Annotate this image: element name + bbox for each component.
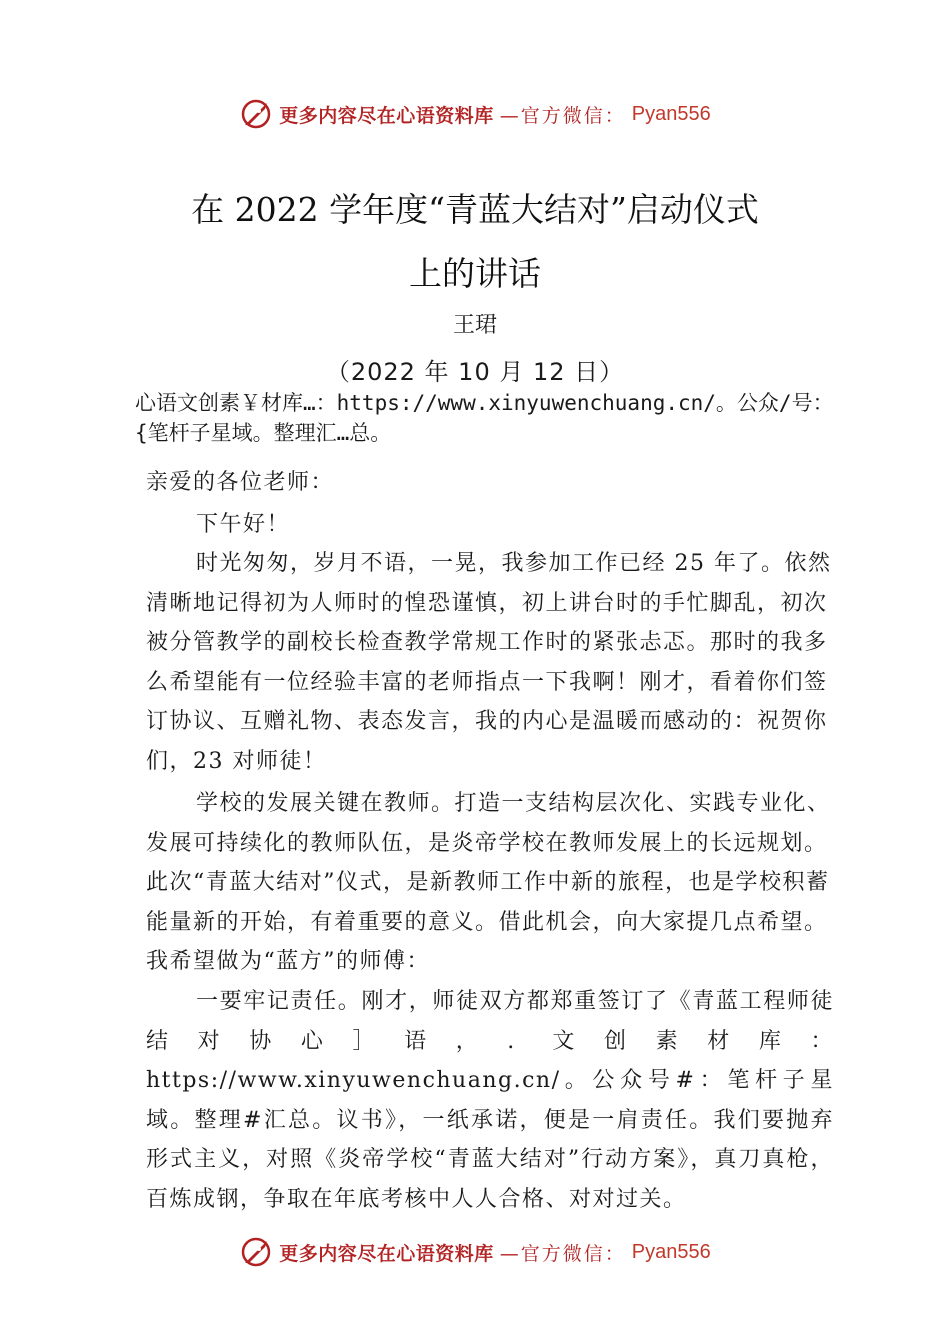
pen-nib-logo-icon [239, 97, 273, 131]
greeting: 亲爱的各位老师： [146, 470, 335, 495]
banner-title: 更多内容尽在心语资料库 [279, 1242, 494, 1265]
banner-wechat-label: —官方微信： [499, 104, 626, 127]
banner-wechat-id: Pyan556 [631, 102, 711, 125]
source-note: 心语文创素￥材库…：https://www.xinyuwenchuang.cn/。公众/号：{笔杆子星域。整理汇…总。 [135, 391, 834, 445]
paragraph: 学校的发展关键在教师。打造一支结构层次化、实践专业化、发展可持续化的教师队伍，是炎帝学校在教师发展上的长远规划。此次“青蓝大结对”仪式，是新教师工作中新的旅程，也是学校积蓄能量新的开始，有着重要的意义。借此机会，向大家提几点希望。我希望做为“蓝方”的师傅： [146, 791, 831, 975]
author-name: 王珺 [452, 313, 497, 338]
paragraph: 时光匆匆，岁月不语，一晃，我参加工作已经 25 年了。依然清晰地记得初为人师时的惶恐谨慎，初上讲台时的手忙脚乱，初次被分管教学的副校长检查教学常规工作时的紧张忐忑。那时的我多么希望能有一位经验丰富的老师指点一下我啊！刚才，看着你们签订协议、互赠礼物、表态发言，我的内心是温暖而感动的：祝贺你们，23 对师徒！ [146, 551, 832, 774]
banner-title: 更多内容尽在心语资料库 [279, 104, 494, 127]
paragraph: 下午好！ [196, 512, 291, 537]
banner-wechat-id: Pyan556 [631, 1240, 711, 1263]
speech-date: （2022 年 10 月 12 日） [325, 358, 625, 386]
document-title-line2: 上的讲话 [409, 254, 541, 293]
pen-nib-logo-icon [239, 1235, 273, 1269]
paragraph: 一要牢记责任。刚才，师徒双方都郑重签订了《青蓝工程师徒结对协心］语，. 文创素材库：https://www.xinyuwenchuang.cn/。公众号#：笔杆子星域。整理#汇总。议书》，一纸承诺，便是一肩责任。我们要抛弃形式主义，对照《炎帝学校“青蓝大结对”行动方案》，真刀真枪，百炼成钢，争取在年底考核中人人合格、对对过关。 [146, 989, 834, 1212]
footer-watermark-banner [0, 1232, 950, 1272]
banner-wechat-label: —官方微信： [499, 1242, 626, 1265]
header-watermark-banner [0, 94, 950, 134]
document-title-line1: 在 2022 学年度“青蓝大结对”启动仪式 [191, 190, 759, 229]
